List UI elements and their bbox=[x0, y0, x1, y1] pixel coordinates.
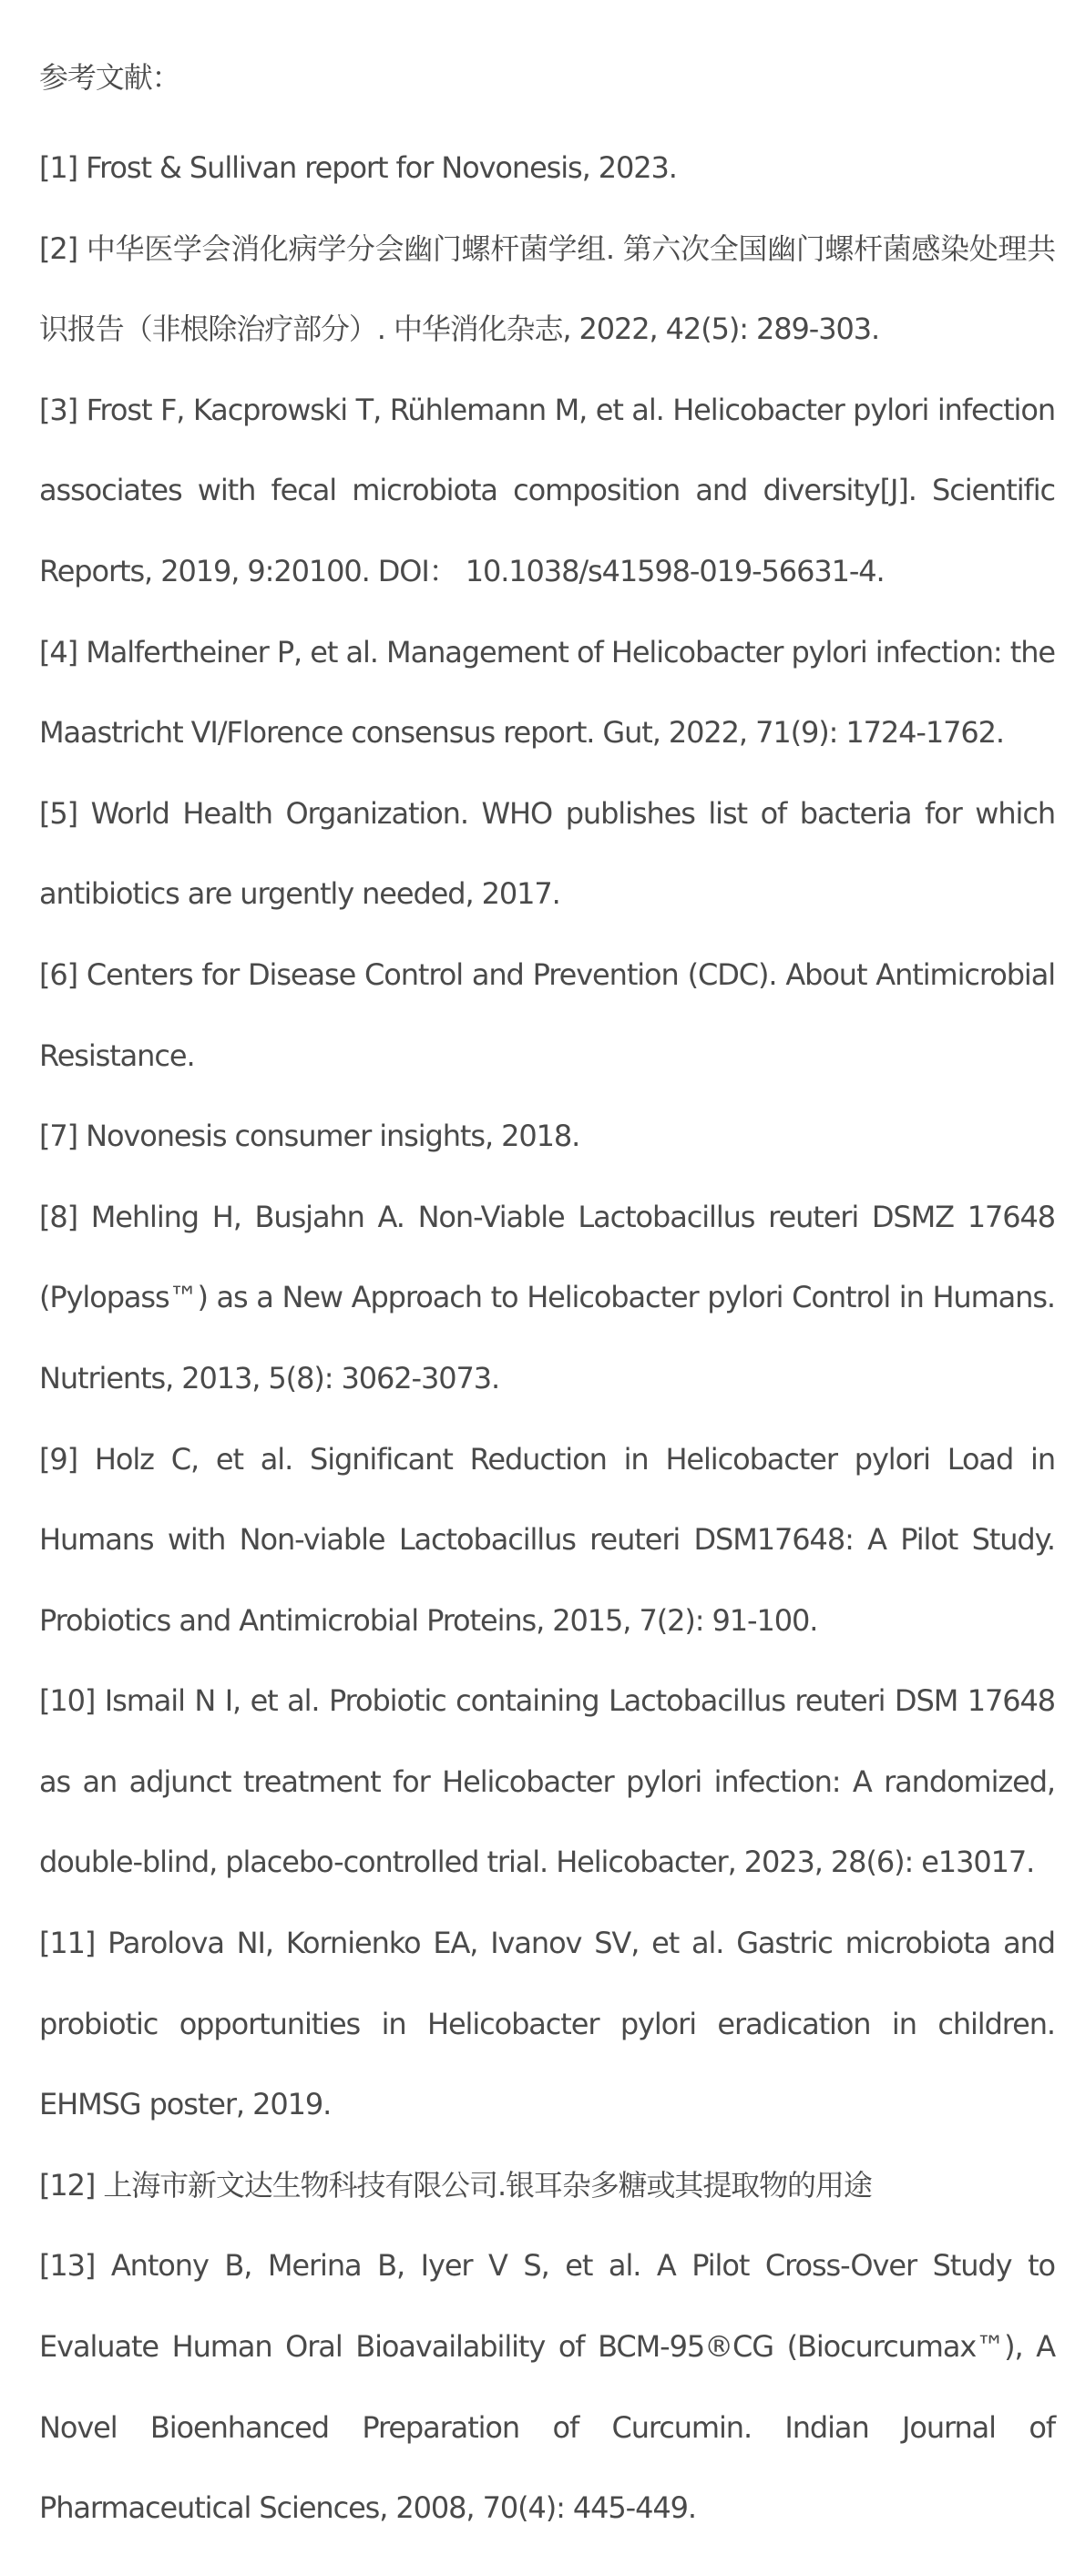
reference-item: [3] Frost F, Kacprowski T, Rühlemann M, et al. Helicobacter pylori infection associates with fecal microbiota composition and diversity[J]. Scientific Reports, 2019, 9:20100. DOI： 10.1038/s41598-019-56631-4. bbox=[39, 392, 1055, 588]
reference-item: [4] Malfertheiner P, et al. Management of Helicobacter pylori infection: the Maastricht VI/Florence consensus report. Gut, 2022, 71(9): 1724-1762. bbox=[39, 634, 1055, 751]
reference-item: [12] 上海市新文达生物科技有限公司.银耳杂多糖或其提取物的用途 bbox=[39, 2167, 872, 2203]
reference-item: [5] World Health Organization. WHO publishes list of bacteria for which antibiotics are urgently needed, 2017. bbox=[39, 795, 1055, 912]
references-page bbox=[39, 47, 1055, 2549]
reference-item: [8] Mehling H, Busjahn A. Non-Viable Lactobacillus reuteri DSMZ 17648 (Pylopass™) as a New Approach to Helicobacter pylori Control in Humans. Nutrients, 2013, 5(8): 3062-3073. bbox=[39, 1199, 1055, 1395]
reference-item: [7] Novonesis consumer insights, 2018. bbox=[39, 1119, 580, 1154]
reference-item: [11] Parolova NI, Kornienko EA, Ivanov SV, et al. Gastric microbiota and probiotic opportunities in Helicobacter pylori eradication in children. EHMSG poster, 2019. bbox=[39, 1926, 1055, 2122]
reference-item: [1] Frost & Sullivan report for Novonesis, 2023. bbox=[39, 150, 677, 185]
references-list bbox=[39, 128, 1055, 2549]
reference-item: [9] Holz C, et al. Significant Reduction in Helicobacter pylori Load in Humans with Non-viable Lactobacillus reuteri DSM17648: A Pilot Study. Probiotics and Antimicrobial Proteins, 2015, 7(2): 91-100. bbox=[39, 1441, 1055, 1638]
reference-item: [2] 中华医学会消化病学分会幽门螺杆菌学组. 第六次全国幽门螺杆菌感染处理共识报告（非根除治疗部分）. 中华消化杂志, 2022, 42(5): 289-303. bbox=[39, 230, 1055, 347]
reference-item: [13] Antony B, Merina B, Iyer V S, et al. A Pilot Cross-Over Study to Evaluate Human Oral Bioavailability of BCM-95®CG (Biocurcumax™), A Novel Bioenhanced Preparation of Curcumin. Indian Journal of Pharmaceutical Sciences, 2008, 70(4): 445-449. bbox=[39, 2248, 1055, 2526]
reference-item: [6] Centers for Disease Control and Prevention (CDC). About Antimicrobial Resistance. bbox=[39, 956, 1055, 1073]
references-heading: 参考文献： bbox=[39, 60, 180, 95]
reference-item: [10] Ismail N I, et al. Probiotic containing Lactobacillus reuteri DSM 17648 as an adjunct treatment for Helicobacter pylori infection: A randomized, double-blind, placebo-controlled trial. Helicobacter, 2023, 28(6): e13017. bbox=[39, 1683, 1055, 1880]
